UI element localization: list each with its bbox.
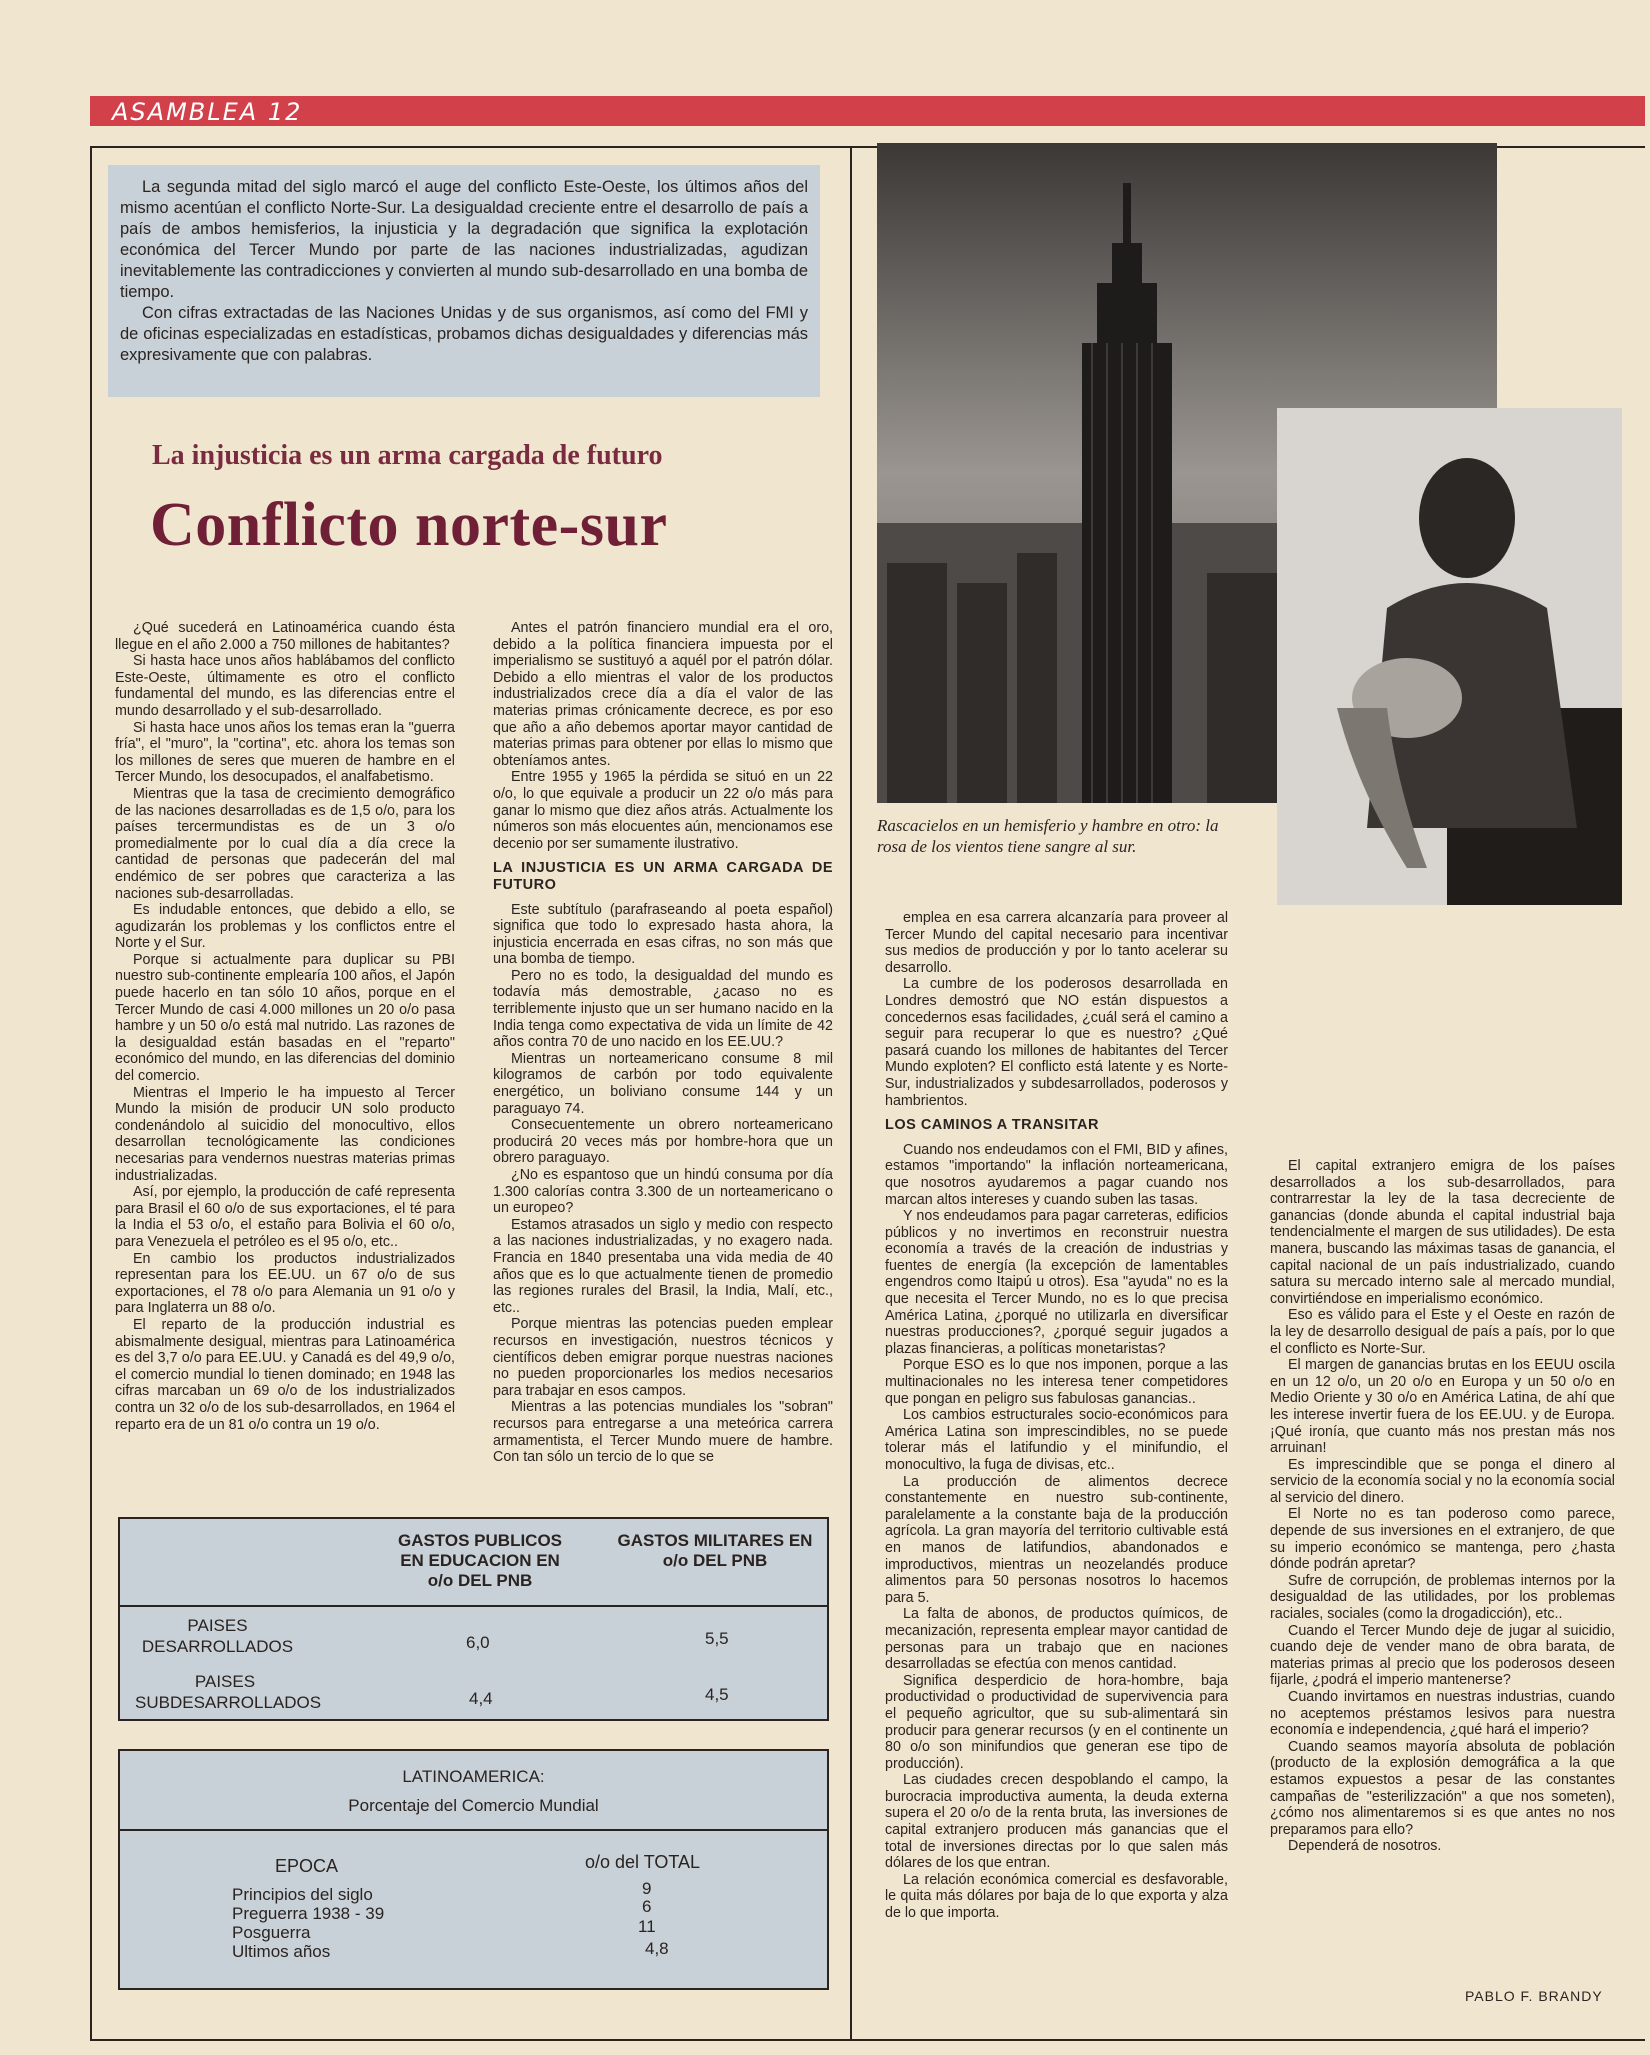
table-header: o/o del TOTAL [585,1852,701,1872]
paragraph: Mientras que la tasa de crecimiento demográfico de las naciones desarrolladas es de 1,5 o/o, para los países tercermundistas es de un 3 o/o promedialmente por lo cual día a día crece la cantidad de personas que padecerán del mal endémico de ser pobres que caracteriza a las naciones sub-desarrolladas. [115,785,455,902]
paragraph: Mientras un norteamericano consume 8 mil kilogramos de carbón por todo equivalente energético, un boliviano consume 144 y un paraguayo 74. [493,1050,833,1117]
table-cell: 5,5 [705,1629,729,1648]
paragraph: Pero no es todo, la desigualdad del mundo es todavía más demostrable, ¿acaso no es terriblemente injusto que un ser humano nacido en la India tenga como expectativa de vida un límite de 42 años contra 70 de uno nacido en los EE.UU.? [493,967,833,1051]
paragraph: Mientras el Imperio le ha impuesto al Tercer Mundo la misión de producir UN solo producto condenándolo al suicidio del monocultivo, ellos desarrollan tecnológicamente las condiciones necesarias para vendernos nuestras materias primas industrializadas. [115,1084,455,1184]
paragraph: Cuando el Tercer Mundo deje de jugar al suicidio, cuando deje de vender mano de obra barata, de materias primas al precio que los poderosos deseen fijarle, ¿podrá el imperio mantenerse? [1270,1622,1615,1689]
paragraph: Y nos endeudamos para pagar carreteras, edificios públicos y no invertimos en reconstruir nuestra economía a través de la creación de industrias y fuentes de energía (la excepción de lamentables engendros como Itaipú u otros). Esa "ayuda" no es la que necesita el Tercer Mundo, no es lo que precisa América Latina, ¿porqué no utilizarla en diversificar nuestras producciones?, ¿porqué seguir jugados a plazas financieras, a políticas monetaristas? [885,1208,1228,1357]
paragraph: El margen de ganancias brutas en los EEUU oscila en un 12 o/o, un 20 o/o en Europa y un 50 o/o en Medio Oriente y 30 o/o en América Latina, de ahí que les interese invertir fuera de los EE.UU. y de Europa. ¡Qué ironía, que cuanto más nos prestan más nos arruinan! [1270,1357,1615,1457]
paragraph: Antes el patrón financiero mundial era el oro, debido a la política financiera impuesta por el imperialismo se sustituyó a aquél por el patrón dólar. Debido a ello mientras el valor de los productos industrializados crece día a día el valor de las materias primas crónicamente decrece, es por eso que año a año debemos aportar mayor cantidad de materias primas para obtener por ellas lo mismo que obteníamos antes. [493,620,833,769]
article-title: Conflicto norte-sur [150,491,668,559]
trade-table [118,1749,829,1990]
paragraph: El capital extranjero emigra de los países desarrollados a los sub-desarrollados, para contrarrestar la ley de la tasa decreciente de ganancias (donde abunda el capital industrial baja tendencialmente el margen de sus utilidades). De esta manera, buscando las máximas tasas de ganancia, el capital nacional de un país industrializado, cuando satura su mercado interno sale al mercado mundial, convirtiéndose en imperialismo económico. [1270,1158,1615,1307]
paragraph: Consecuentemente un obrero norteamericano producirá 20 veces más por hombre-hora que un obrero paraguayo. [493,1117,833,1167]
column-divider [850,146,852,2041]
paragraph: Cuando seamos mayoría absoluta de población (producto de la explosión demográfica a la que estamos expuestos a pesar de las constantes campañas de "esterilizzación" a que nos someten), ¿cómo nos alimentaremos si es que antes no nos preparamos para ello? [1270,1738,1615,1838]
table-cell: 9 [642,1879,652,1898]
intro-box [108,165,820,397]
photo-caption: Rascacielos en un hemisferio y hambre en otro: la rosa de los vientos tiene sangre al sur. [877,816,1219,856]
table-cell: 6,0 [466,1633,490,1652]
author-byline: PABLO F. BRANDY [1465,1988,1603,2004]
article-kicker: La injusticia es un arma cargada de futuro [152,440,663,471]
paragraph: emplea en esa carrera alcanzaría para proveer al Tercer Mundo del capital necesario para incentivar sus medios de producción y por lo tanto acelerar su desarrollo. [885,910,1228,976]
child-illustration [1277,408,1622,905]
paragraph: Porque si actualmente para duplicar su PBI nuestro sub-continente emplearía 100 años, el Japón puede hacerlo en tan sólo 10 años, porque en el Tercer Mundo de casi 4.000 millones un 20 o/o pasa hambre y un 50 o/o está mal nutrido. Las razones de la desigualdad están basadas en el "reparto" económico del mundo, en las diferencias del dominio del comercio. [115,951,455,1085]
paragraph: Si hasta hace unos años los temas eran la "guerra fría", el "muro", la "cortina", etc. ahora los temas son los millones de seres que mueren de hambre en el Tercer Mundo, los desocupados, el analfabetismo. [115,719,455,786]
article-column-1 [115,620,455,1433]
table-cell: Preguerra 1938 - 39 [232,1904,385,1923]
table-title: LATINOAMERICA: [402,1767,545,1786]
section-heading: LOS CAMINOS A TRANSITAR [885,1117,1099,1134]
paragraph: Así, por ejemplo, la producción de café representa para Brasil el 60 o/o de sus exportaciones, el té para la India el 53 o/o, el estaño para Bolivia el 60 o/o, para Venezuela el petróleo es el 95 o/o, etc.. [115,1184,455,1250]
table-cell: 6 [642,1897,652,1916]
table-cell: Ultimos años [232,1942,331,1961]
paragraph: ¿Qué sucederá en Latinoamérica cuando ésta llegue en el año 2.000 a 750 millones de habitantes? [115,620,455,653]
section-tag: ASAMBLEA 12 [112,98,303,126]
paragraph: Significa desperdicio de hora-hombre, baja productividad o productividad de supervivencia para el pequeño agricultor, que su sub-alimentará sin producir para generar recursos (y en el continente un 80 o/o son minifundios que generan ese tipo de producción). [885,1672,1228,1772]
paragraph: Estamos atrasados un siglo y medio con respecto a las naciones industrializadas, y no exagero nada. Francia en 1840 presentaba una vida media de 40 años que es lo que actualmente tienen de promedio las regiones rurales del Brasil, la India, Malí, etc., etc.. [493,1216,833,1316]
paragraph: Este subtítulo (parafraseando al poeta español) significa que todo lo expresado hasta ahora, la injusticia encerrada en esas cifras, no son más que una bomba de tiempo. [493,901,833,968]
paragraph: Dependerá de nosotros. [1288,1838,1442,1855]
paragraph: El reparto de la producción industrial es abismalmente desigual, mientras para Latinoamérica es del 3,7 o/o para EE.UU. y Canadá es del 49,9 o/o, el comercio mundial lo tienen dominado; en 1948 las cifras marcaban un 69 o/o de los industrializados contra un 32 o/o de los sub-desarrollados, en 1964 el reparto era de un 81 o/o contra un 19 o/o. [115,1316,455,1433]
article-column-4 [1270,1158,1615,1855]
paragraph: Sufre de corrupción, de problemas internos por la desigualdad de las utilidades, por los problemas raciales, sociales (como la drogadicción), etc.. [1270,1572,1615,1623]
table-header: GASTOS PUBLICOS EN EDUCACION EN o/o DEL PNB [397,1531,563,1590]
header-band [90,96,1645,126]
paragraph: Los cambios estructurales socio-económicos para América Latina son imprescindibles, no se puede tolerar más el latifundio y el minifundio, el monocultivo, la fuga de divisas, etc.. [885,1407,1228,1473]
table-subtitle: Porcentaje del Comercio Mundial [348,1796,599,1815]
paragraph: En cambio los productos industrializados representan para los EE.UU. un 67 o/o de sus exportaciones, el 78 o/o para Alemania un 91 o/o y para Inglaterra un 88 o/o. [115,1250,455,1317]
paragraph: Entre 1955 y 1965 la pérdida se situó en un 22 o/o, lo que equivale a producir un 22 o/o más para ganar lo mismo que diez años atrás. Actualmente los números son más elocuentes aún, mencionamos ese decenio por ser sumamente ilustrativo. [493,769,833,852]
section-heading: LA INJUSTICIA ES UN ARMA CARGADA DE FUTURO [493,860,833,893]
table-cell: 4,4 [469,1689,493,1708]
paragraph: Porque mientras las potencias pueden emplear recursos en investigación, nuestros técnicos y científicos deben emigrar porque nuestras naciones no pueden proporcionarles los medios necesarios para trabajar en esos campos. [493,1316,833,1399]
table-cell: Principios del siglo [232,1885,373,1904]
paragraph: Es indudable entonces, que debido a ello, se agudizarán los problemas y los conflictos entre el Norte y el Sur. [115,902,455,952]
paragraph: Cuando nos endeudamos con el FMI, BID y afines, estamos "importando" la inflación norteamericana, que nosotros ayudaremos a pagar cuando nos marcan altos intereses y cuando suben las tasas. [885,1141,1228,1208]
paragraph: La relación económica comercial es desfavorable, le quita más dólares por baja de lo que exporta y alza de lo que importa. [885,1871,1228,1922]
table-row-label: PAISES SUBDESARROLLADOS [135,1672,322,1712]
child-photo [1277,408,1622,905]
paragraph: Eso es válido para el Este y el Oeste en razón de la ley de desarrollo desigual de país a país, por lo que el conflicto es Norte-Sur. [1270,1307,1615,1357]
paragraph: Las ciudades crecen despoblando el campo, la burocracia improductiva aumenta, la deuda externa supera el 20 o/o de la renta bruta, las inversiones de capital extranjero producen más ganancias que el total de inversiones directas por lo que salen más dólares de los que entran. [885,1772,1228,1872]
table-header: EPOCA [275,1856,339,1876]
table-cell: Posguerra [232,1923,311,1942]
paragraph: Mientras a las potencias mundiales los "sobran" recursos para entregarse a una meteórica carrera armamentista, el Tercer Mundo muere de hambre. Con tan sólo un tercio de lo que se [493,1399,833,1466]
paragraph: Porque ESO es lo que nos imponen, porque a las multinacionales no les interesa tener competidores que pongan en peligro sus fabulosas ganancias.. [885,1357,1228,1407]
paragraph: La falta de abonos, de productos químicos, de mecanización, representa emplear mayor cantidad de personas para un trabajo que en naciones desarrolladas se efectúa con menos cantidad. [885,1606,1228,1673]
table-header: GASTOS MILITARES EN o/o DEL PNB [617,1531,813,1570]
spending-table [118,1517,829,1721]
intro-paragraph: La segunda mitad del siglo marcó el auge del conflicto Este-Oeste, los últimos años del mismo acentúan el conflicto Norte-Sur. La desigualdad creciente entre el desarrollo de país a país de ambos hemisferios, la injusticia y la degradación que significa la explotación económica del Tercer Mundo por parte de las naciones industrializadas, agudizan inevitablemente las contradicciones y convierten al mundo sub-desarrollado en una bomba de tiempo. [120,178,808,301]
table-cell: 4,8 [645,1939,669,1958]
paragraph: Si hasta hace unos años hablábamos del conflicto Este-Oeste, últimamente es otro el conflicto fundamental del mundo, es las diferencias entre el mundo desarrollado y el sub-desarrollado. [115,653,455,719]
table-cell: 11 [638,1917,656,1936]
frame-bottom-rule [90,2039,1645,2041]
paragraph: El Norte no es tan poderoso como parece, depende de sus inversiones en el extranjero, de que su imperio económico se mantenga, pero ¿hasta dónde podrán apretar? [1270,1506,1615,1573]
table-row-label: PAISES DESARROLLADOS [141,1616,294,1656]
table-rule [120,1605,827,1607]
paragraph: ¿No es espantoso que un hindú consuma por día 1.300 calorías contra 3.300 de un norteamericano o un europeo? [493,1167,833,1217]
paragraph: Cuando invirtamos en nuestras industrias, cuando no aceptemos préstamos lesivos para nuestra economía e independencia, ¿qué hará el imperio? [1270,1689,1615,1739]
intro-paragraph: Con cifras extractadas de las Naciones Unidas y de sus organismos, así como del FMI y de oficinas especializadas en estadísticas, probamos dichas desigualdades y diferencias más expresivamente que con palabras. [120,304,808,364]
paragraph: La cumbre de los poderosos desarrollada en Londres demostró que NO están dispuestos a concedernos esas facilidades, ¿cuál será el camino a seguir para recuperar lo que es nuestro? ¿Qué pasará cuando los millones de habitantes del Tercer Mundo exploten? El conflicto está latente y es Norte-Sur, industrializados y subdesarrollados, poderosos y hambrientos. [885,976,1228,1109]
paragraph: La producción de alimentos decrece constantemente en nuestro sub-continente, paralelamente a la constante baja de la producción agrícola. La gran mayoría del territorio cultivable está en manos de latifundios, abandonados e improductivos, mientras un neozelandés produce alimentos para 50 personas nosotros lo hacemos para 5. [885,1473,1228,1606]
table-rule [120,1829,827,1831]
article-column-2 [493,620,833,1466]
paragraph: Es imprescindible que se ponga el dinero al servicio de la economía social y no la economía social al servicio del dinero. [1270,1456,1615,1506]
article-column-3 [885,910,1228,1922]
table-cell: 4,5 [705,1685,729,1704]
frame-left-rule [90,146,92,2041]
